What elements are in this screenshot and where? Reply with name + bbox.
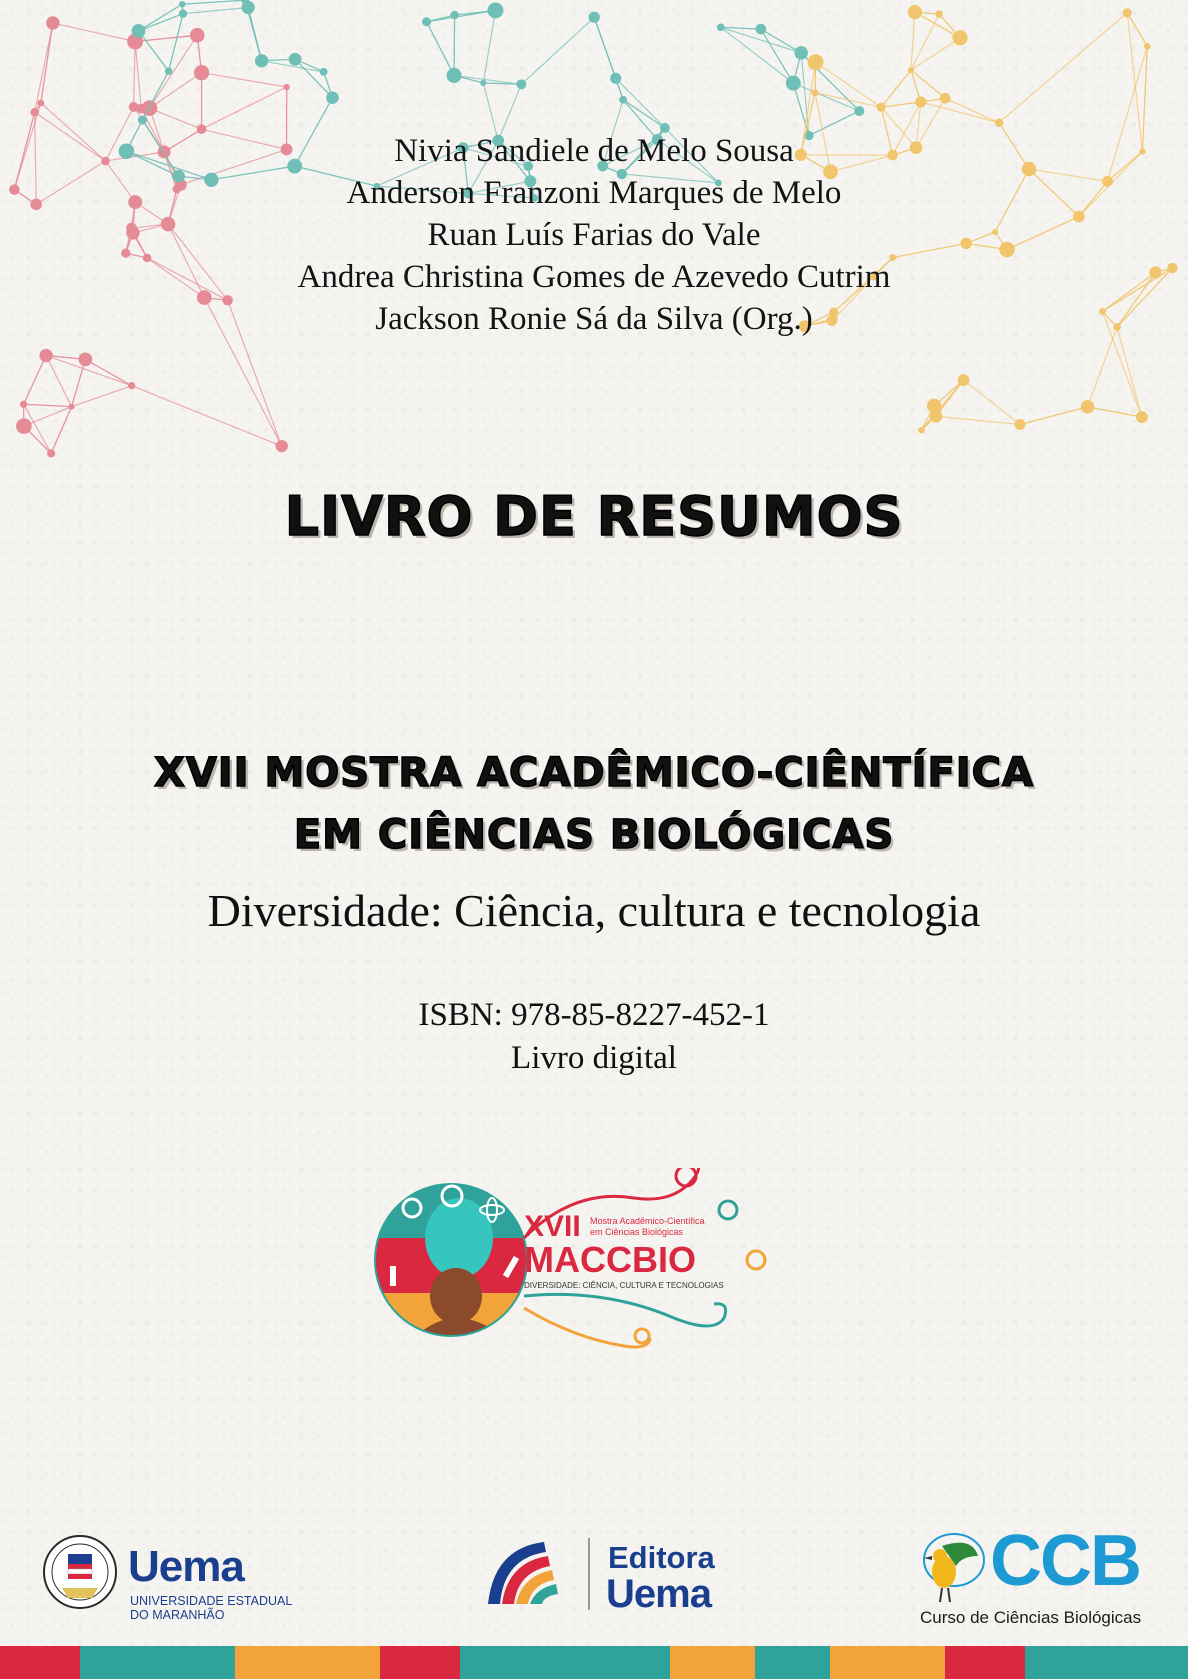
- publication-info: [0, 994, 1188, 1080]
- stripe-teal: [1025, 1646, 1188, 1679]
- network-node: [918, 427, 925, 434]
- maccbio-event-logo: [374, 1168, 834, 1354]
- network-node: [958, 374, 970, 386]
- logo-roman-numeral: XVII: [524, 1210, 581, 1243]
- logo-motto: DIVERSIDADE: CIÊNCIA, CULTURA E TECNOLOGIAS: [524, 1281, 724, 1290]
- network-node: [786, 76, 801, 91]
- stripe-teal: [755, 1646, 830, 1679]
- editora-uema-word: Uema: [606, 1572, 711, 1616]
- editora-word: Editora: [608, 1540, 715, 1575]
- network-link: [793, 83, 859, 111]
- network-link: [202, 73, 287, 87]
- network-node: [717, 23, 725, 31]
- uema-subtitle-line-2: DO MARANHÃO: [130, 1608, 225, 1622]
- logo-tagline-2: em Ciências Biológicas: [590, 1227, 684, 1237]
- network-link: [483, 10, 495, 83]
- network-node: [915, 96, 926, 107]
- network-link: [132, 386, 282, 446]
- network-link: [1117, 327, 1142, 417]
- network-link: [761, 29, 801, 53]
- stripe-red: [380, 1646, 460, 1679]
- format-text: Livro digital: [511, 1040, 677, 1076]
- ccb-subtitle: Curso de Ciências Biológicas: [920, 1608, 1142, 1627]
- network-link: [427, 22, 454, 76]
- network-link: [936, 416, 1020, 424]
- stripe-orange: [830, 1646, 945, 1679]
- network-node: [136, 104, 146, 114]
- network-link: [150, 35, 198, 108]
- network-node: [952, 30, 967, 45]
- network-node: [756, 24, 767, 35]
- uema-wordmark: Uema: [128, 1542, 244, 1591]
- network-link: [169, 14, 183, 71]
- network-link: [150, 73, 202, 108]
- network-node: [46, 16, 59, 29]
- network-node: [1081, 400, 1095, 414]
- network-node: [935, 10, 943, 18]
- network-link: [35, 23, 53, 112]
- author-3: Ruan Luís Farias do Vale: [427, 217, 761, 253]
- authors-list: [0, 130, 1188, 340]
- network-node: [589, 12, 600, 23]
- uema-subtitle-line-1: UNIVERSIDADE ESTADUAL: [130, 1594, 293, 1608]
- theme-subtitle: Diversidade: Ciência, cultura e tecnologia: [207, 885, 981, 936]
- isbn-text: ISBN: 978-85-8227-452-1: [418, 997, 770, 1033]
- network-node: [1123, 8, 1132, 17]
- network-link: [139, 4, 183, 31]
- author-4: Andrea Christina Gomes de Azevedo Cutrim: [297, 259, 891, 295]
- logo-name: MACCBIO: [524, 1239, 696, 1280]
- network-node: [37, 100, 44, 107]
- network-link: [999, 13, 1127, 123]
- uema-logo: [40, 1526, 300, 1626]
- network-node: [190, 28, 205, 43]
- network-node: [47, 449, 55, 457]
- network-link: [1020, 407, 1088, 425]
- network-node: [138, 116, 147, 125]
- author-2: Anderson Franzoni Marques de Melo: [346, 175, 842, 211]
- network-link: [594, 17, 616, 78]
- network-node: [877, 103, 886, 112]
- network-node: [1015, 419, 1026, 430]
- ccb-wordmark: CCB: [990, 1521, 1140, 1601]
- network-node: [326, 91, 339, 104]
- editora-uema-logo: [484, 1534, 744, 1624]
- network-link: [182, 0, 245, 4]
- network-link: [911, 14, 939, 70]
- network-node: [179, 10, 187, 18]
- network-link: [761, 29, 793, 83]
- network-node: [39, 349, 52, 362]
- network-link: [134, 41, 135, 107]
- event-title-line-1: XVII MOSTRA ACADÊMICO-CIÊNTÍFICA: [154, 750, 1034, 796]
- network-link: [881, 102, 921, 107]
- event-title-line-2: EM CIÊNCIAS BIOLÓGICAS: [293, 812, 895, 858]
- network-link: [139, 14, 183, 31]
- network-node: [179, 1, 186, 8]
- event-title: [0, 742, 1188, 866]
- network-node: [908, 67, 914, 73]
- network-link: [721, 27, 794, 83]
- network-node: [1144, 43, 1151, 50]
- network-node: [908, 5, 922, 19]
- network-node: [20, 401, 27, 408]
- network-node: [610, 73, 621, 84]
- uema-seal-icon: [40, 1526, 120, 1622]
- network-node: [812, 89, 819, 96]
- ccb-logo: [912, 1521, 1162, 1627]
- network-link: [295, 59, 332, 97]
- network-node: [16, 418, 32, 434]
- network-node: [69, 404, 75, 410]
- network-node: [194, 65, 209, 80]
- network-node: [320, 68, 328, 76]
- stripe-red: [945, 1646, 1025, 1679]
- network-node: [30, 108, 38, 116]
- network-link: [881, 70, 911, 107]
- network-node: [447, 68, 462, 83]
- network-node: [794, 46, 808, 60]
- network-node: [276, 440, 288, 452]
- network-node: [480, 80, 486, 86]
- stripe-teal: [80, 1646, 235, 1679]
- network-link: [139, 31, 169, 71]
- book-pages-icon: [484, 1534, 596, 1614]
- network-link: [24, 404, 72, 406]
- network-node: [487, 2, 503, 18]
- network-node: [422, 17, 431, 26]
- network-link: [911, 38, 960, 70]
- network-link: [454, 15, 455, 75]
- network-node: [284, 84, 290, 90]
- network-link: [202, 87, 287, 129]
- network-link: [41, 23, 53, 103]
- stripe-orange: [670, 1646, 755, 1679]
- network-node: [128, 382, 135, 389]
- network-node: [132, 24, 146, 38]
- network-link: [53, 23, 135, 41]
- network-node: [854, 106, 864, 116]
- stripe-orange: [235, 1646, 380, 1679]
- uema-subtitle: [130, 1594, 310, 1622]
- network-node: [516, 79, 526, 89]
- network-node: [289, 53, 302, 66]
- network-node: [255, 54, 268, 67]
- network-link: [72, 386, 132, 407]
- network-node: [995, 119, 1003, 127]
- book-type-title: LIVRO DE RESUMOS: [284, 485, 904, 548]
- stripe-red: [0, 1646, 80, 1679]
- author-1: Nivia Sandiele de Melo Sousa: [394, 133, 794, 169]
- color-stripe-band: [0, 1646, 1188, 1679]
- network-node: [940, 93, 951, 104]
- network-node: [450, 11, 459, 20]
- network-link: [85, 359, 131, 385]
- footer-logos: [0, 1516, 1188, 1626]
- microscope-icon: [390, 1266, 396, 1286]
- network-link: [150, 108, 202, 129]
- bird-icon: [912, 1526, 992, 1606]
- network-link: [964, 380, 1020, 424]
- network-node: [165, 67, 173, 75]
- network-link: [24, 356, 47, 405]
- network-node: [808, 54, 824, 70]
- network-link: [1088, 407, 1142, 417]
- network-node: [927, 399, 941, 413]
- stripe-teal: [460, 1646, 670, 1679]
- network-link: [521, 17, 594, 84]
- network-link: [183, 7, 248, 13]
- network-link: [911, 12, 915, 70]
- logo-tagline-1: Mostra Acadêmico-Científica: [590, 1216, 705, 1226]
- network-node: [78, 353, 92, 367]
- network-link: [911, 70, 945, 98]
- network-node: [1136, 411, 1148, 423]
- network-link: [135, 41, 141, 108]
- network-node: [619, 96, 627, 104]
- author-5-organizer: Jackson Ronie Sá da Silva (Org.): [375, 301, 813, 337]
